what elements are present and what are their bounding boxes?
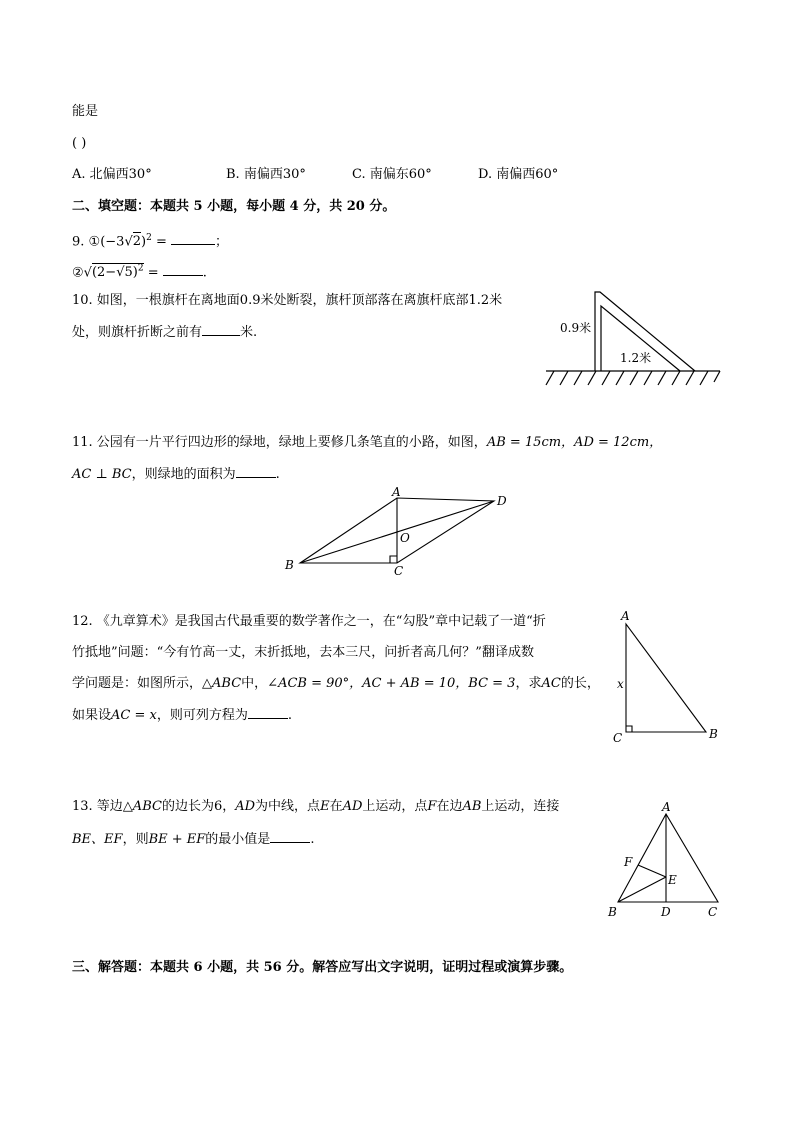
distance-label: 1.2米	[620, 351, 652, 365]
text: 的最小值是	[205, 832, 271, 847]
math-expr: BE + EF	[148, 832, 206, 847]
text-line: 能是	[72, 104, 99, 119]
math-expr: BE、EF	[72, 832, 123, 847]
math-expr: E	[320, 799, 330, 814]
triangle-abc	[626, 624, 706, 732]
question-12-line4	[72, 706, 292, 725]
label-c: C	[394, 564, 404, 576]
question-11-line1	[72, 434, 662, 452]
text: 13. 等边	[72, 799, 123, 814]
option-b: B. 南偏西30°	[226, 167, 306, 182]
expr-part: )	[132, 265, 138, 281]
expr-part: (−3	[100, 234, 125, 250]
text: ，求	[515, 676, 542, 691]
math-expr: ∠ACB = 90°，AC + AB = 10，BC = 3	[267, 676, 516, 691]
text: ，则可列方程为	[156, 708, 248, 723]
text: 如果设	[72, 708, 112, 723]
radicand-outer	[92, 263, 144, 280]
answer-blank[interactable]	[248, 706, 288, 719]
label-b: B	[285, 558, 294, 572]
section-heading: 三、解答题：本题共 6 小题，共 56 分。解答应写出文字说明，证明过程或演算步骤。	[72, 960, 573, 975]
label-d: D	[661, 905, 671, 919]
math-expr: AC ⊥ BC	[72, 467, 132, 482]
question-9-part1	[72, 229, 228, 251]
text: 11. 公园有一片平行四边形的绿地，绿地上要修几条笔直的小路，如图，	[72, 435, 487, 450]
segment-ef	[638, 865, 666, 877]
text: 为中线，点	[255, 799, 321, 814]
answer-blank[interactable]	[171, 232, 215, 245]
question-number: 9.	[72, 234, 85, 250]
label-f: F	[624, 855, 633, 869]
sqrt-sign: √	[124, 234, 133, 250]
math-expr: AC = x	[111, 708, 157, 723]
label-e: E	[668, 873, 677, 887]
text: 在边	[436, 799, 463, 814]
expr-part: (2−	[91, 265, 117, 281]
section-heading: 二、填空题：本题共 5 小题，每小题 4 分，共 20 分。	[72, 199, 396, 214]
math-expr: AD	[342, 799, 363, 814]
exponent: 2	[146, 233, 152, 243]
label-a: A	[621, 609, 630, 623]
radicand-inner: 5	[124, 265, 133, 281]
parallelogram-figure	[280, 484, 520, 576]
equals: =	[143, 265, 163, 281]
question-12-line1: 12. 《九章算术》是我国古代最重要的数学著作之一，在“勾股”章中记载了一道“折	[72, 614, 546, 629]
label-a: A	[392, 485, 401, 499]
question-10-line1: 10. 如图，一根旗杆在离地面0.9米处断裂，旗杆顶部落在离旗杆底部1.2米	[72, 293, 503, 308]
label-x: x	[617, 677, 624, 691]
question-13-line2	[72, 830, 314, 849]
text: .	[310, 832, 315, 847]
question-10-line2	[72, 323, 257, 342]
text: ，则	[122, 832, 149, 847]
math-expr: AD	[235, 799, 256, 814]
right-angle-mark	[626, 726, 632, 732]
text: 中，	[241, 676, 268, 691]
text: .	[275, 467, 280, 482]
label-a: A	[662, 800, 671, 814]
math-expr: △ABC	[202, 676, 242, 691]
math-expr: AC	[541, 676, 561, 691]
text: ，则绿地的面积为	[131, 467, 236, 482]
question-12-line3	[72, 675, 600, 693]
triangle-abc	[618, 814, 718, 902]
math-expr: △ABC	[122, 799, 162, 814]
answer-paren: ( )	[72, 136, 87, 151]
label-b: B	[608, 905, 617, 919]
ground-hatch	[546, 371, 720, 385]
circle-number: ①	[88, 234, 101, 250]
label-c: C	[613, 731, 623, 745]
option-c: C. 南偏东60°	[352, 167, 432, 182]
height-label: 0.9米	[560, 321, 592, 335]
expr-part: )	[141, 234, 147, 250]
question-9-part2	[72, 260, 207, 282]
circle-number: ②	[72, 265, 84, 281]
text: 处，则旗杆折断之前有	[72, 325, 203, 340]
question-13-line1	[72, 798, 559, 816]
radicand: 2	[132, 234, 142, 250]
label-b: B	[709, 727, 718, 741]
text: .	[287, 708, 292, 723]
text: 的长，	[560, 676, 600, 691]
label-d: D	[497, 494, 507, 508]
exponent: 2	[137, 264, 144, 274]
answer-blank[interactable]	[202, 323, 240, 336]
option-a: A. 北偏西30°	[72, 167, 152, 182]
math-expr: AB	[462, 799, 482, 814]
right-angle-mark	[390, 556, 397, 563]
text: 上运动，点	[362, 799, 428, 814]
math-expr: AB = 15cm，AD = 12cm，	[486, 435, 663, 450]
flagpole-figure	[540, 286, 722, 396]
punct: ；	[215, 234, 229, 250]
label-o: O	[400, 531, 410, 545]
answer-blank[interactable]	[163, 263, 203, 276]
text: 在	[329, 799, 343, 814]
sqrt-sign: √	[83, 265, 92, 281]
sqrt-sign: √	[116, 265, 125, 281]
text: 学问题是：如图所示，	[72, 676, 203, 691]
text: 上运动，连接	[481, 799, 560, 814]
equals: =	[151, 234, 172, 250]
answer-blank[interactable]	[270, 830, 310, 843]
label-c: C	[708, 905, 718, 919]
math-expr: F	[427, 799, 437, 814]
option-d: D. 南偏西60°	[478, 167, 559, 182]
punct: .	[202, 265, 207, 281]
equilateral-triangle-figure	[604, 798, 728, 922]
question-12-line2: 竹抵地”问题：“今有竹高一丈，末折抵地，去本三尺，问折者高几何？”翻译成数	[72, 645, 534, 660]
text: 的边长为6，	[161, 799, 236, 814]
answer-blank[interactable]	[236, 465, 276, 478]
text: 米.	[240, 325, 258, 340]
question-11-line2	[72, 465, 280, 484]
right-triangle-figure	[608, 606, 726, 746]
